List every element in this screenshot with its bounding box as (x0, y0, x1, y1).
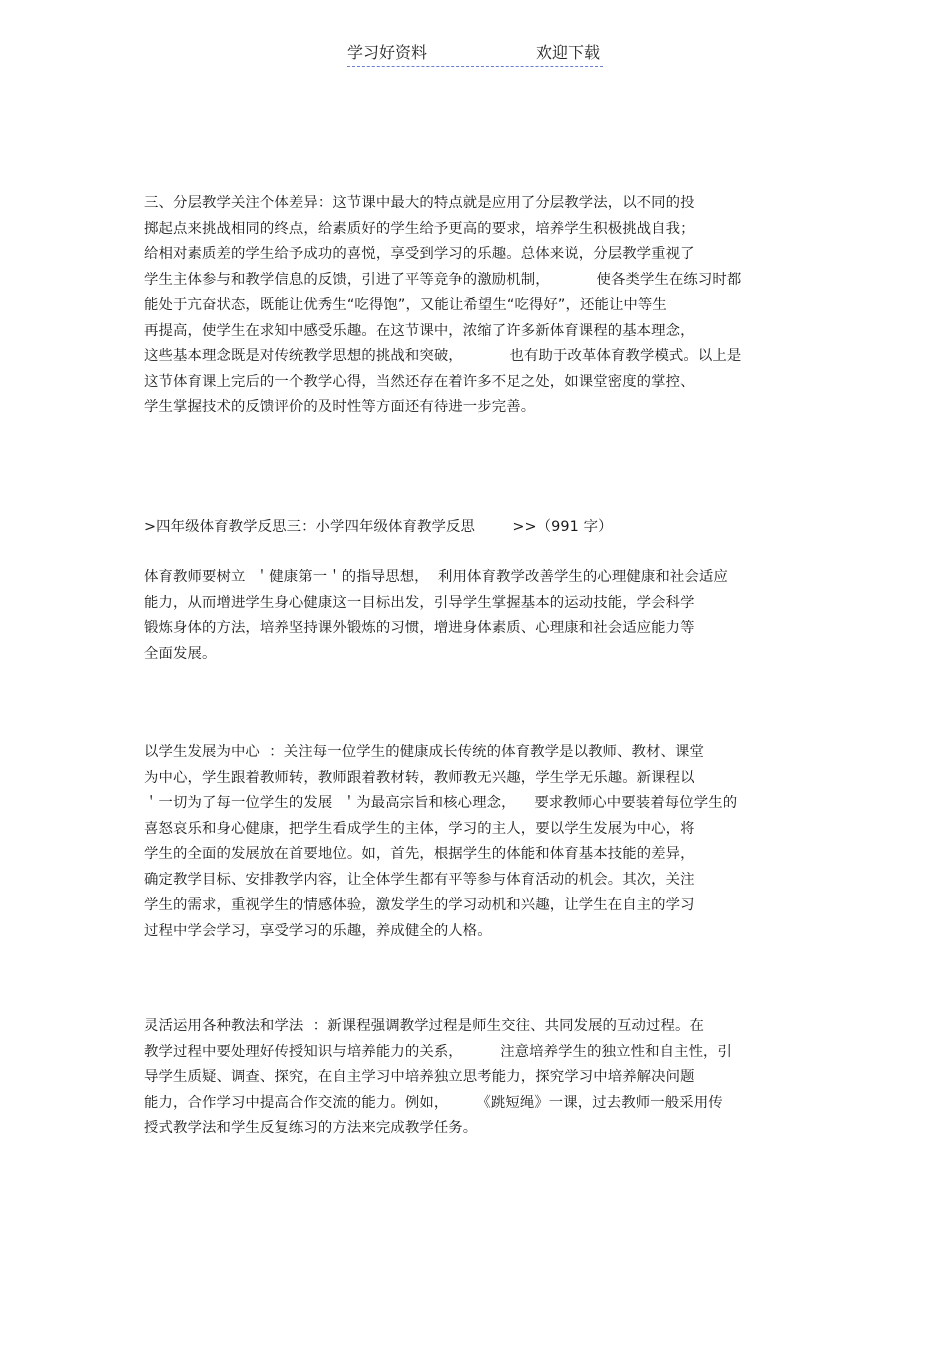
paragraph-student-centered (144, 740, 804, 944)
paragraph-layered-teaching (144, 191, 804, 421)
text-line: 教学过程中要处理好传授知识与培养能力的关系， 注意培养学生的独立性和自主性，引 (144, 1043, 733, 1060)
text-line: 导学生质疑、调查、探究，在自主学习中培养独立思考能力，探究学习中培养解决问题 (144, 1069, 695, 1085)
text-line: 掷起点来挑战相同的终点，给素质好的学生给予更高的要求，培养学生积极挑战自我； (144, 220, 695, 237)
section-heading (144, 515, 804, 541)
text-line: 这节体育课上完后的一个教学心得，当然还存在着许多不足之处，如课堂密度的掌控、 (144, 373, 695, 390)
text-line: 全面发展。 (144, 645, 217, 662)
text-line: 给相对素质差的学生给予成功的喜悦，享受到学习的乐趣。总体来说，分层教学重视了 (144, 246, 695, 262)
text-line: 授式教学法和学生反复练习的方法来完成教学任务。 (144, 1120, 478, 1136)
text-line: 能力，从而增进学生身心健康这一目标出发，引导学生掌握基本的运动技能，学会科学 (144, 594, 695, 611)
text-line: 灵活运用各种教法和学法 ：新课程强调教学过程是师生交往、共同发展的互动过程。在 (144, 1018, 704, 1034)
text-line: 能力，合作学习中提高合作交流的能力。例如， 《跳短绳》一课，过去教师一般采用传 (144, 1094, 723, 1111)
text-line: 以学生发展为中心 ：关注每一位学生的健康成长传统的体育教学是以教师、教材、课堂 (144, 744, 704, 760)
paragraph-flexible-methods (144, 1014, 804, 1142)
text-line: 学生主体参与和教学信息的反馈，引进了平等竞争的激励机制， 使各类学生在练习时都 (144, 271, 742, 288)
text-line: ＇一切为了每一位学生的发展 ＇为最高宗旨和核心理念， 要求教师心中要装着每位学生的 (144, 795, 738, 811)
section-heading-text: >四年级体育教学反思三：小学四年级体育教学反思 >>（991 字） (144, 519, 613, 535)
paragraph-health-first (144, 565, 804, 667)
page-header (347, 40, 603, 67)
text-line: 学生的需求，重视学生的情感体验，激发学生的学习动机和兴趣，让学生在自主的学习 (144, 897, 695, 913)
text-line: 锻炼身体的方法，培养坚持课外锻炼的习惯，增进身体素质、心理康和社会适应能力等 (144, 620, 695, 636)
text-line: 这些基本理念既是对传统教学思想的挑战和突破， 也有助于改革体育教学模式。以上是 (144, 348, 742, 364)
text-line: 三、分层教学关注个体差异：这节课中最大的特点就是应用了分层教学法，以不同的投 (144, 195, 695, 211)
text-line: 为中心，学生跟着教师转，教师跟着教材转，教师教无兴趣，学生学无乐趣。新课程以 (144, 769, 695, 786)
text-line: 能处于亢奋状态，既能让优秀生“吃得饱”，又能让希望生“吃得好”，还能让中等生 (144, 297, 667, 313)
text-line: 体育教师要树立 ＇健康第一＇的指导思想， 利用体育教学改善学生的心理健康和社会适应 (144, 569, 728, 585)
text-line: 再提高，使学生在求知中感受乐趣。在这节课中，浓缩了许多新体育课程的基本理念， (144, 322, 695, 339)
text-line: 过程中学会学习，享受学习的乐趣，养成健全的人格。 (144, 922, 492, 939)
text-line: 学生掌握技术的反馈评价的及时性等方面还有待进一步完善。 (144, 399, 536, 415)
text-line: 学生的全面的发展放在首要地位。如，首先，根据学生的体能和体育基本技能的差异， (144, 846, 695, 862)
text-line: 确定教学目标、安排教学内容，让全体学生都有平等参与体育活动的机会。其次，关注 (144, 871, 695, 888)
text-line: 喜怒哀乐和身心健康，把学生看成学生的主体，学习的主人，要以学生发展为中心，将 (144, 820, 695, 837)
header-left-text: 学习好资料 (347, 43, 428, 62)
header-right-text: 欢迎下载 (535, 43, 600, 62)
